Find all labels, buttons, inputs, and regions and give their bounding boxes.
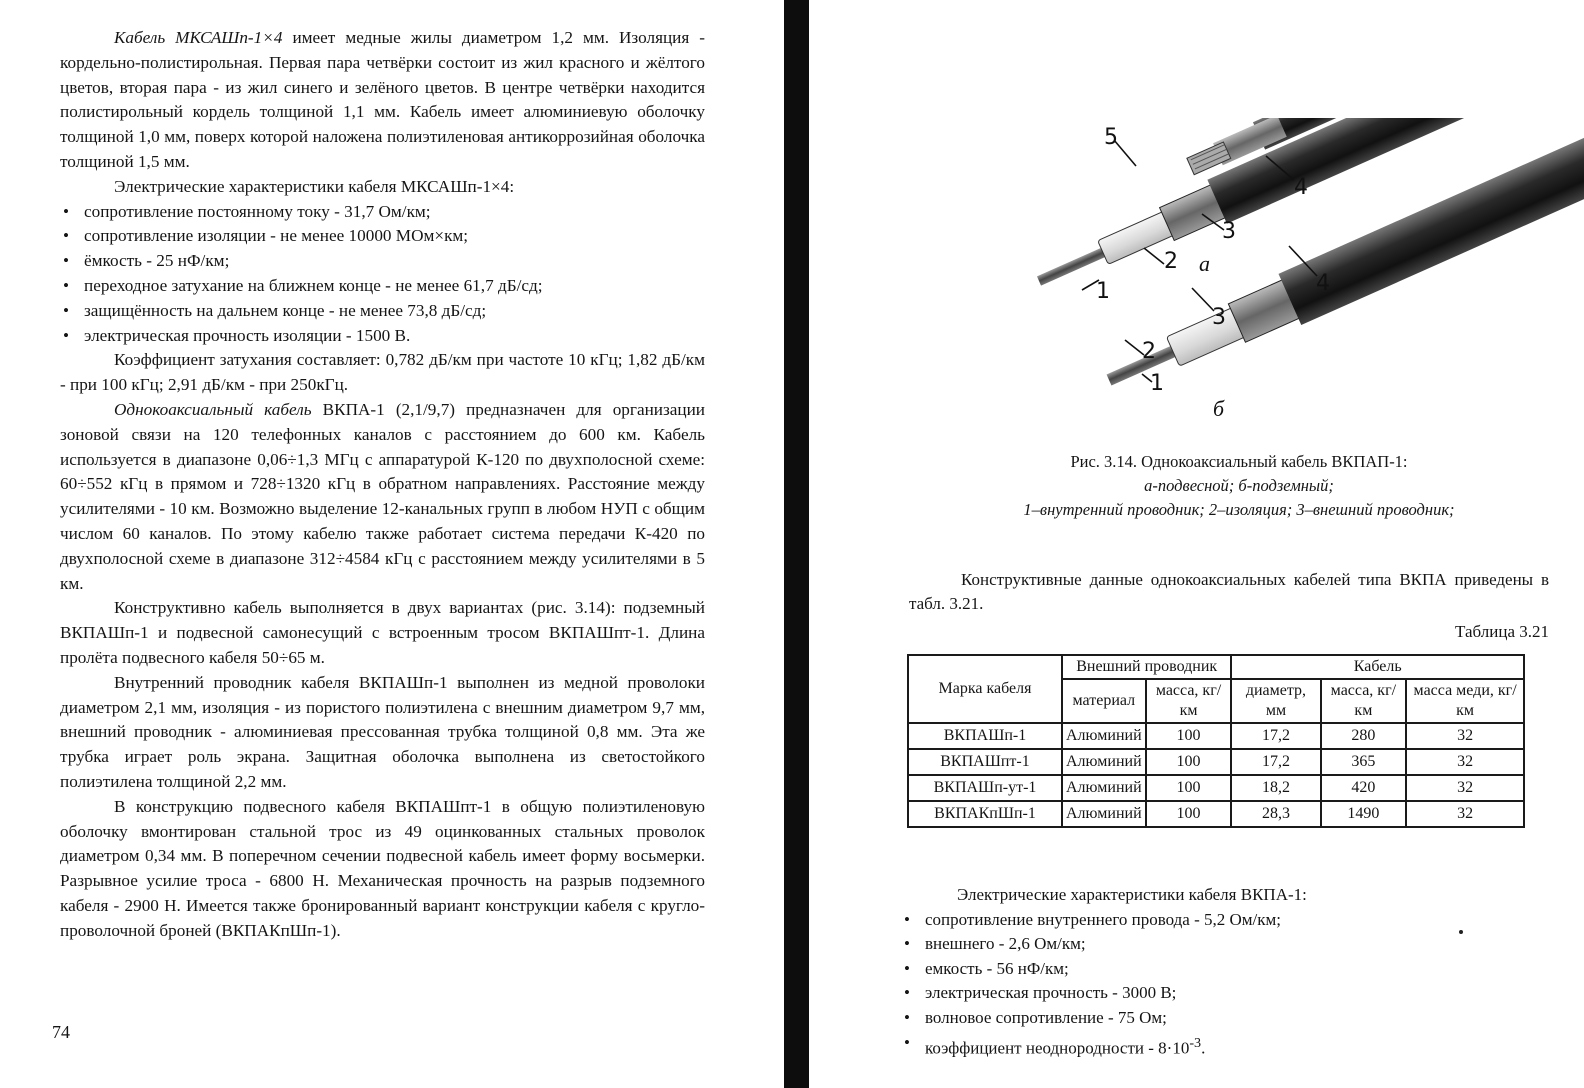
paragraph-vkpa: Однокоаксиальный кабель ВКПА-1 (2,1/9,7) предназначен для организации зоновой связи на 120 телефонных каналов с расстоянием до 600 км. Кабель используется в диапазоне 0,06÷1,3 МГц с аппаратурой К-120 по двухполосной схеме: 60÷552 кГц в прямом и 728÷1320 кГц в обратном направлениях. Расстояние между усилителями - 10 км. Возможно выделение 12-канальных групп в любом НУП с общим числом 60 каналов. По этому кабелю также работает система передачи К-420 по двухполосной схеме в диапазоне 312÷4584 кГц с расстоянием между усилителями в 5 км.: [60, 399, 705, 593]
paragraph-mksash-elec-title: Электрические характеристики кабеля МКСАШп-1×4:: [114, 176, 515, 196]
paragraph-variants: Конструктивно кабель выполняется в двух вариантах (рис. 3.14): подземный ВКПАШп-1 и подвесной самонесущий с встроенным тросом ВКПАШпт-1. Длина пролёта подвесного кабеля 50÷65 м.: [60, 598, 705, 667]
label-3-b: 3: [1212, 305, 1226, 330]
cable-illustration: [1024, 118, 1584, 428]
table-intro-text: Конструктивные данные однокоаксиальных кабелей типа ВКПА приведены в табл. 3.21.: [909, 570, 1549, 613]
list-item: • электрическая прочность изоляции - 1500 В.: [60, 324, 705, 349]
label-3-a: 3: [1222, 219, 1236, 244]
table-row: [908, 749, 1524, 775]
cell-mass: 100: [1146, 775, 1232, 801]
col-header-cable-mass: масса, кг/км: [1321, 679, 1407, 723]
figure-caption: [939, 450, 1539, 522]
col-header-mark: Марка кабеля: [908, 655, 1062, 723]
list-item: • емкость - 56 нФ/км;: [901, 957, 1561, 982]
col-header-mass: масса, кг/км: [1146, 679, 1232, 723]
table-number: Таблица 3.21: [1455, 622, 1549, 641]
list-item: • электрическая прочность - 3000 В;: [901, 981, 1561, 1006]
left-page-body: [60, 26, 705, 943]
table-row: [908, 775, 1524, 801]
table-row: [908, 723, 1524, 749]
page-number: 74: [52, 1022, 70, 1042]
book-spine-shadow: [784, 0, 809, 1088]
list-item: • внешнего - 2,6 Ом/км;: [901, 932, 1561, 957]
col-group-outer-conductor: Внешний проводник: [1062, 655, 1231, 679]
cell-cable-mass: 420: [1321, 775, 1407, 801]
caption-title: Рис. 3.14. Однокоаксиальный кабель ВКПАП-1:: [1070, 452, 1408, 471]
mksash-characteristics-list: [60, 200, 705, 349]
vkpa-electrical-title: Электрические характеристики кабеля ВКПА-1:: [957, 885, 1307, 904]
label-1-a: 1: [1096, 279, 1110, 304]
label-variant-a: а: [1199, 251, 1210, 276]
label-4-b: 4: [1316, 271, 1330, 296]
table-intro: [909, 568, 1549, 616]
cell-diameter: 17,2: [1231, 723, 1320, 749]
list-item: • волновое сопротивление - 75 Ом;: [901, 1006, 1561, 1031]
paragraph-suspended: В конструкцию подвесного кабеля ВКПАШпт-1 в общую полиэтиленовую оболочку вмонтирован стальной трос из 49 оцинкованных стальных проволок диаметром 0,34 мм. В поперечном сечении подвесной кабель имеет форму восьмерки. Разрывное усилие троса - 6800 Н. Механическая прочность на разрыв подземного кабеля - 2900 Н. Имеется также бронированный вариант конструкции кабеля с кругло-проволочной броней (ВКПАКпШп-1).: [60, 796, 705, 940]
right-page: [809, 0, 1584, 1088]
label-1-b: 1: [1150, 371, 1164, 396]
cell-mark: ВКПАКпШп-1: [908, 801, 1062, 827]
paragraph-inner-conductor: Внутренний проводник кабеля ВКПАШп-1 выполнен из медной проволоки диаметром 2,1 мм, изоляция - из пористого полиэтилена с внешним диаметром 9,7 мм, внешний проводник - алюминиевая прессованная трубка толщиной 0,8 мм. Эта же трубка играет роль экрана. Защитная оболочка выполнена из светостойкого полиэтилена толщиной 2,2 мм.: [60, 672, 705, 791]
cell-copper-mass: 32: [1406, 749, 1524, 775]
cell-mark: ВКПАШп-ут-1: [908, 775, 1062, 801]
cell-diameter: 28,3: [1231, 801, 1320, 827]
cell-mark: ВКПАШпт-1: [908, 749, 1062, 775]
cable-name-mksash: Кабель МКСАШп-1×4: [114, 28, 283, 47]
label-4-a: 4: [1294, 175, 1308, 200]
cell-material: Алюминий: [1062, 723, 1146, 749]
col-header-material: материал: [1062, 679, 1146, 723]
cell-mark: ВКПАШп-1: [908, 723, 1062, 749]
list-item: • сопротивление изоляции - не менее 10000 МОм×км;: [60, 224, 705, 249]
left-page: [0, 0, 784, 1088]
cell-diameter: 17,2: [1231, 749, 1320, 775]
col-header-copper-mass: масса меди, кг/км: [1406, 679, 1524, 723]
cell-mass: 100: [1146, 749, 1232, 775]
caption-legend: 1–внутренний проводник; 2–изоляция; 3–внешний проводник;: [1023, 500, 1455, 519]
list-item: • переходное затухание на ближнем конце - не менее 61,7 дБ/сд;: [60, 274, 705, 299]
list-item: • сопротивление внутреннего провода - 5,2 Ом/км;: [901, 908, 1561, 933]
cell-material: Алюминий: [1062, 775, 1146, 801]
paragraph-attenuation: Коэффициент затухания составляет: 0,782 дБ/км при частоте 10 кГц; 1,82 дБ/км - при 100 кГц; 2,91 дБ/км - при 250кГц.: [60, 350, 705, 395]
caption-variants: а-подвесной; б-подземный;: [1144, 476, 1334, 495]
cell-copper-mass: 32: [1406, 775, 1524, 801]
col-header-diameter: диаметр, мм: [1231, 679, 1320, 723]
list-item: • ёмкость - 25 нФ/км;: [60, 249, 705, 274]
cell-cable-mass: 280: [1321, 723, 1407, 749]
cell-copper-mass: 32: [1406, 801, 1524, 827]
list-item: • коэффициент неоднородности - $8\cdot 10^{-3}$.: [901, 1031, 1561, 1061]
list-item: • защищённость на дальнем конце - не менее 73,8 дБ/сд;: [60, 299, 705, 324]
cell-cable-mass: 1490: [1321, 801, 1407, 827]
table-row: [908, 801, 1524, 827]
cable-specs-table: [907, 654, 1525, 828]
label-2-b: 2: [1142, 339, 1156, 364]
label-2-a: 2: [1164, 249, 1178, 274]
cell-mass: 100: [1146, 801, 1232, 827]
paragraph-mksash: Кабель МКСАШп-1×4 имеет медные жилы диаметром 1,2 мм. Изоляция - кордельно-полистирольная. Первая пара четвёрки состоит из жил красного и жёлтого цветов, вторая пара - из жил синего и зелёного цветов. В центре четвёрки находится полистирольный кордель толщиной 1,1 мм. Кабель имеет алюминиевую оболочку толщиной 1,0 мм, поверх которой наложена полиэтиленовая антикоррозийная оболочка толщиной 1,5 мм.: [60, 28, 706, 171]
list-item: • сопротивление постоянному току - 31,7 Ом/км;: [60, 200, 705, 225]
cell-material: Алюминий: [1062, 749, 1146, 775]
scan-speck: [1459, 930, 1463, 934]
cell-cable-mass: 365: [1321, 749, 1407, 775]
label-variant-b: б: [1213, 396, 1225, 421]
vkpa-electrical-section: [901, 883, 1561, 1061]
cell-material: Алюминий: [1062, 801, 1146, 827]
cell-copper-mass: 32: [1406, 723, 1524, 749]
cable-type-coaxial: Однокоаксиальный кабель: [114, 399, 312, 419]
col-group-cable: Кабель: [1231, 655, 1524, 679]
cell-mass: 100: [1146, 723, 1232, 749]
label-5: 5: [1104, 125, 1118, 150]
cell-diameter: 18,2: [1231, 775, 1320, 801]
